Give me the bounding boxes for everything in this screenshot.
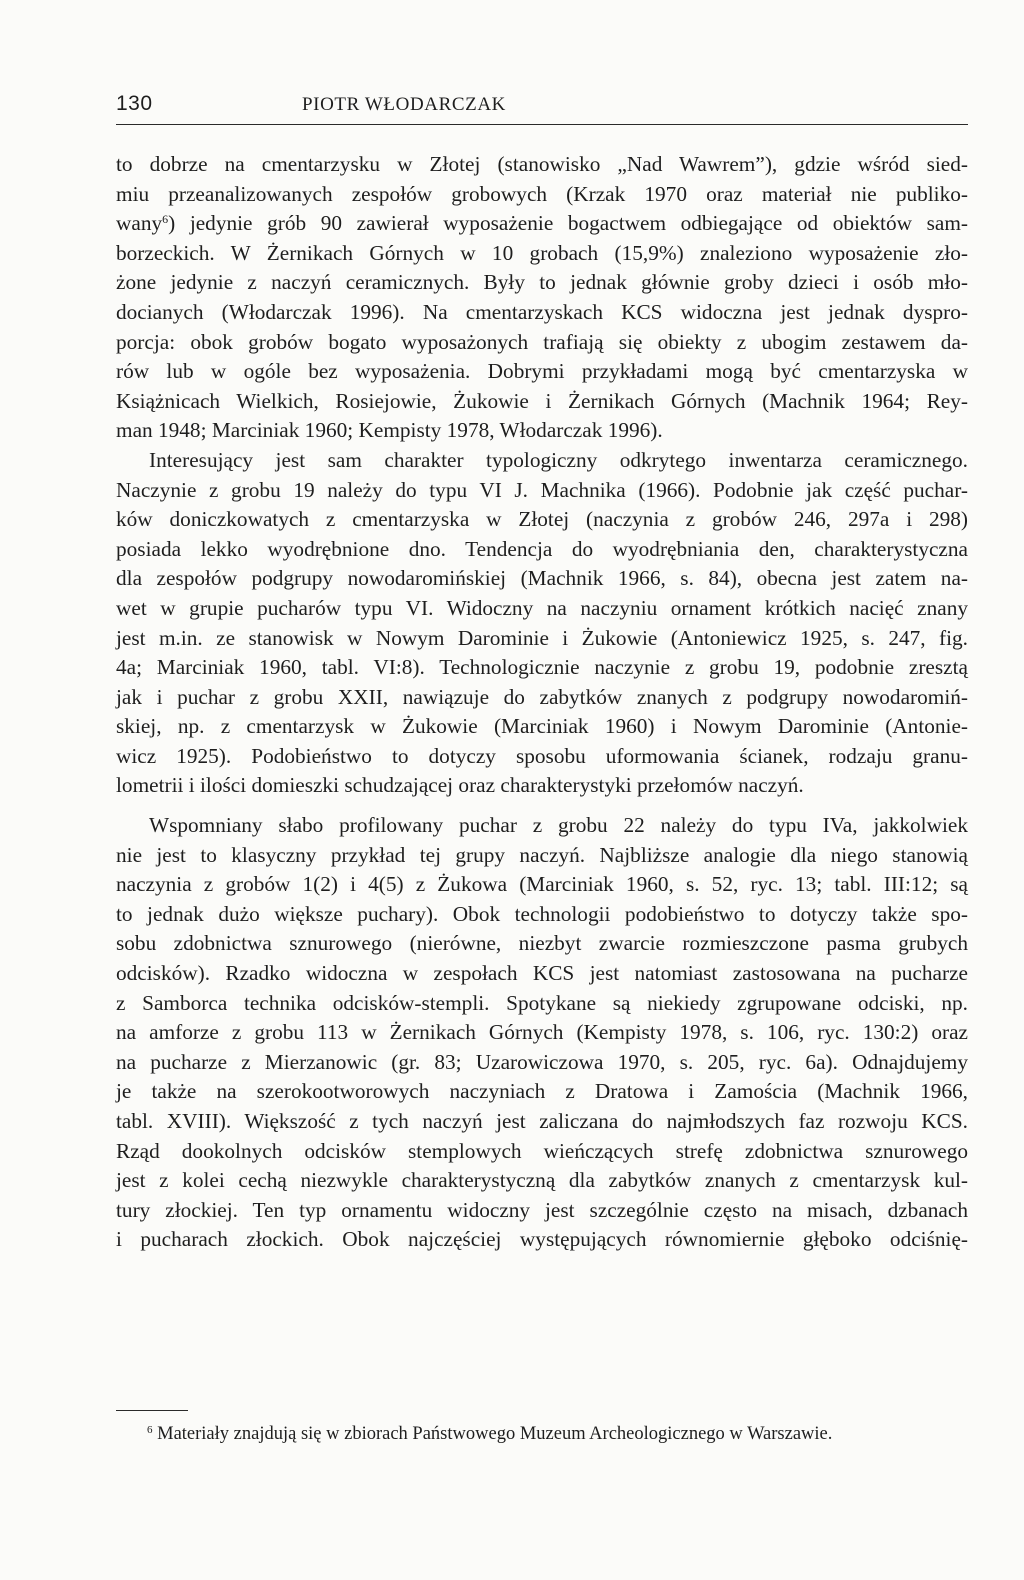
text-line: ków doniczkowatych z cmentarzyska w Złotej (naczynia z grobów 246, 297a i 298): [116, 507, 968, 532]
text-line: tury złockiej. Ten typ ornamentu widoczny jest szczególnie często na misach, dzbanach: [116, 1197, 968, 1222]
text-line: sobu zdobnictwa sznurowego (nierówne, niezbyt zwarcie rozmieszczone pasma grubych: [116, 931, 968, 956]
paragraph: [116, 446, 968, 801]
text-line: miu przeanalizowanych zespołów grobowych (Krzak 1970 oraz materiał nie publiko-: [116, 181, 968, 206]
text-line: skiej, np. z cmentarzysk w Żukowie (Marciniak 1960) i Nowym Darominie (Antonie-: [116, 714, 968, 739]
text-line: na pucharze z Mierzanowic (gr. 83; Uzarowiczowa 1970, s. 205, ryc. 6a). Odnajdujemy: [116, 1049, 968, 1074]
text-line: Książnicach Wielkich, Rosiejowie, Żukowie i Żernikach Górnych (Machnik 1964; Rey-: [116, 388, 968, 413]
text-line: [116, 209, 968, 239]
footnote-text: Materiały znajdują się w zbiorach Państwowego Muzeum Archeologicznego w Warszawie.: [152, 1424, 833, 1444]
footnote-divider: [116, 1410, 188, 1411]
text-line: tabl. XVIII). Większość z tych naczyń jest zaliczana do najmłodszych faz rozwoju KCS.: [116, 1109, 968, 1133]
text-fragment: wany: [116, 211, 163, 236]
text-line: jest z kolei cechą niezwykle charakterystyczną dla zabytków znanych z cmentarzysk kul-: [116, 1168, 968, 1193]
text-line: Naczynie z grobu 19 należy do typu VI J. Machnika (1966). Podobnie jak część puchar-: [116, 477, 968, 502]
text-line: docianych (Włodarczak 1996). Na cmentarzyskach KCS widoczna jest jednak dyspro-: [116, 299, 968, 324]
text-line: naczynia z grobów 1(2) i 4(5) z Żukowa (Marciniak 1960, s. 52, ryc. 13; tabl. III:12; są: [116, 872, 968, 897]
text-line: odcisków). Rzadko widoczna w zespołach KCS jest natomiast zastosowana na pucharze: [116, 961, 968, 986]
text-line: żone jedynie z naczyń ceramicznych. Były to jednak głównie groby dzieci i osób mło-: [116, 270, 968, 295]
footnote: [147, 1424, 832, 1445]
text-line: Interesujący jest sam charakter typologiczny odkrytego inwentarza ceramicznego.: [149, 447, 968, 472]
footnote-marker: 6: [147, 1424, 153, 1436]
text-line: i pucharach złockich. Obok najczęściej występujących równomiernie głęboko odciśnię-: [116, 1227, 968, 1252]
paragraph: [116, 811, 968, 1255]
text-line: jak i puchar z grobu XXII, nawiązuje do zabytków znanych z podgrupy nowodaromiń-: [116, 684, 968, 709]
text-line: 4a; Marciniak 1960, tabl. VI:8). Technologicznie naczynie z grobu 19, podobnie zresztą: [116, 655, 968, 680]
text-line: na amforze z grobu 113 w Żernikach Górnych (Kempisty 1978, s. 106, ryc. 130:2) oraz: [116, 1020, 968, 1045]
text-line: wicz 1925). Podobieństwo to dotyczy sposobu uformowania ścianek, rodzaju granu-: [116, 743, 968, 768]
running-head: PIOTR WŁODARCZAK: [302, 94, 506, 115]
text-line: posiada lekko wyodrębnione dno. Tendencja do wyodrębniania den, charakterystyczna: [116, 536, 968, 561]
paragraph: [116, 150, 968, 446]
paragraph-spacer: [116, 801, 968, 811]
text-line: dla zespołów podgrupy nowodaromińskiej (Machnik 1966, s. 84), obecna jest zatem na-: [116, 566, 968, 591]
text-line: Rząd dookolnych odcisków stemplowych wieńczących strefę zdobnictwa sznurowego: [116, 1138, 968, 1163]
page-header: [116, 92, 968, 125]
text-line: z Samborca technika odcisków-stempli. Spotykane są niekiedy zgrupowane odciski, np.: [116, 990, 968, 1015]
text-line: to dobrze na cmentarzysku w Złotej (stanowisko „Nad Wawrem”), gdzie wśród sied-: [116, 152, 968, 176]
text-line: je także na szerokootworowych naczyniach z Dratowa i Zamościa (Machnik 1966,: [116, 1079, 968, 1104]
text-line: to jednak dużo większe puchary). Obok technologii podobieństwo to dotyczy także spo-: [116, 901, 968, 926]
text-line: lometrii i ilości domieszki schudzającej oraz charakterystyki przełomów naczyń.: [116, 773, 804, 798]
body-text: [116, 150, 968, 1255]
text-line: porcja: obok grobów bogato wyposażonych trafiają się obiekty z ubogim zestawem da-: [116, 329, 968, 354]
page-number: 130: [116, 92, 153, 115]
text-line: jest m.in. ze stanowisk w Nowym Darominie i Żukowie (Antoniewicz 1925, s. 247, fig.: [116, 625, 968, 650]
text-fragment: ) jedynie grób 90 zawierał wyposażenie bogactwem odbiegające od obiektów sam-: [168, 211, 968, 236]
footnote-reference: 6: [162, 212, 169, 227]
text-line: Wspomniany słabo profilowany puchar z grobu 22 należy do typu IVa, jakkolwiek: [149, 813, 968, 838]
text-line: rów lub w ogóle bez wyposażenia. Dobrymi przykładami mogą być cmentarzyska w: [116, 359, 968, 384]
text-line: wet w grupie pucharów typu VI. Widoczny na naczyniu ornament krótkich nacięć znany: [116, 595, 968, 620]
text-line: man 1948; Marciniak 1960; Kempisty 1978, Włodarczak 1996).: [116, 418, 663, 443]
text-line: nie jest to klasyczny przykład tej grupy naczyń. Najbliższe analogie dla niego stanowią: [116, 842, 968, 867]
text-line: borzeckich. W Żernikach Górnych w 10 grobach (15,9%) znaleziono wyposażenie zło-: [116, 240, 968, 265]
